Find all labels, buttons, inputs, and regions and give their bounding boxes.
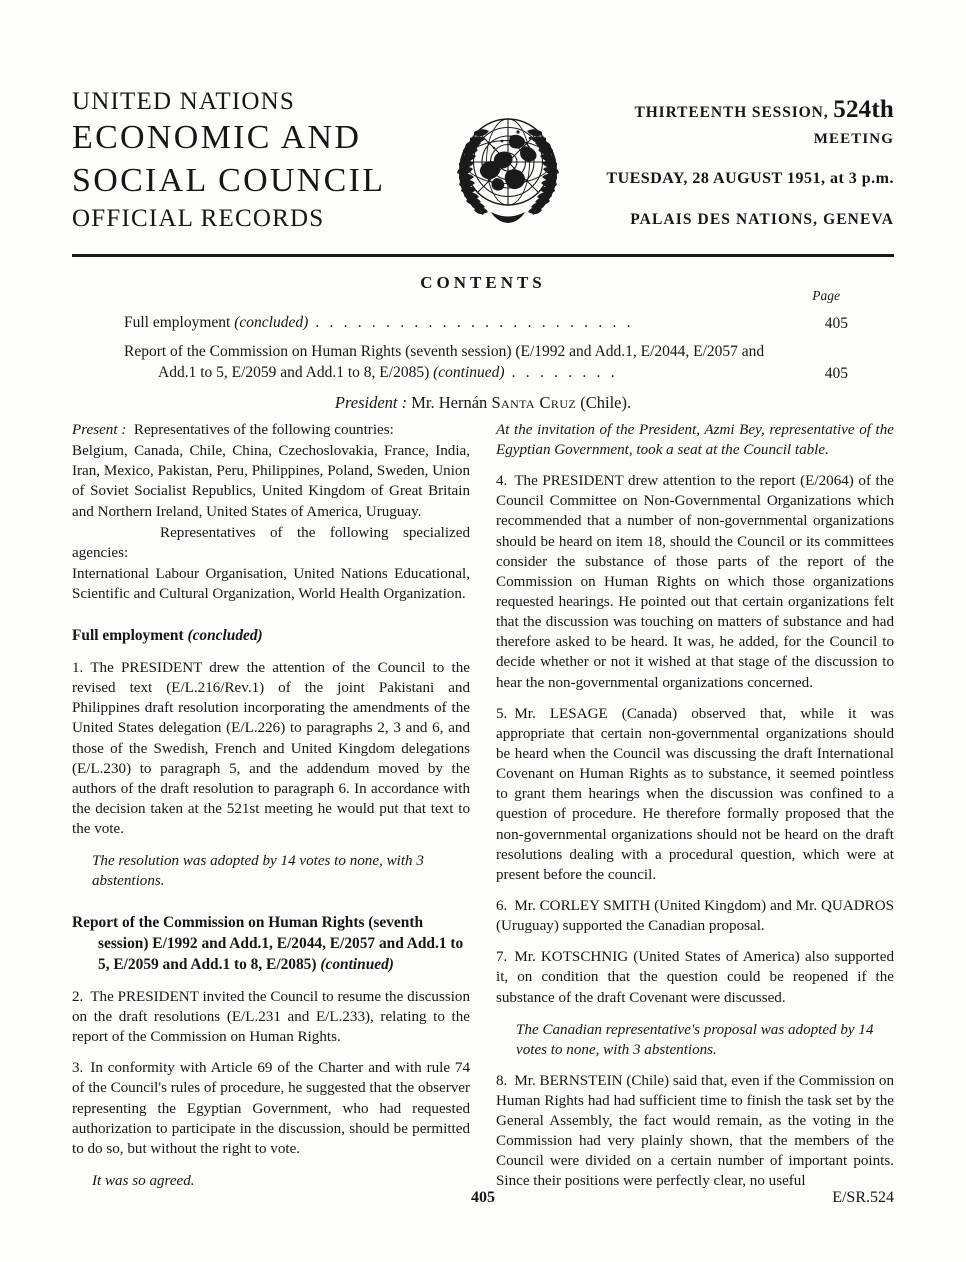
publication-title-line1: ECONOMIC AND — [72, 118, 362, 156]
paragraph-1-text: The PRESIDENT drew the attention of the Council to the revised text (E/L.216/Rev.1) of the joint Pakistani and Philippines draft resolution incorporating the amendments of the United States delegation (E/L.226) to paragraphs 2, 3 and 6, and those of the Swedish, French and United Kingdom delegations (E/L.230) to paragraph 5, and the addendum moved by the authors of the draft resolution to paragraph 6. In accordance with the decision taken at the 521st meeting he would put that text to the vote. — [72, 660, 470, 838]
agreement-note: It was so agreed. — [92, 1172, 195, 1189]
president-honorific: Mr. Hernán — [411, 393, 492, 412]
contents-entry-text — [124, 313, 800, 333]
paragraph-7-text: Mr. KOTSCHNIG (United States of America) also supported it, on condition that the question could be reopened if the substance of the draft Covenant were discussed. — [496, 949, 894, 1006]
contents-table — [124, 289, 848, 383]
masthead — [72, 88, 894, 248]
paragraph-1-number: 1. — [72, 660, 84, 677]
contents-entry — [124, 313, 848, 333]
section-heading-text: Report of the Commission on Human Rights (seventh session) E/1992 and Add.1, E/2044, E/2057 and Add.1 to 5, E/2059 and Add.1 to 8, E/2085) — [72, 914, 464, 974]
header-divider-rule — [72, 254, 894, 257]
section-heading-human-rights-report — [72, 913, 470, 975]
contents-entry-1-page: 405 — [824, 315, 848, 333]
contents-entry-2-title-line2: E/2057 and Add.1 to 5, E/2059 and Add.1 to 8, E/2085) — [158, 343, 765, 381]
invitation-note: At the invitation of the President, Azmi Bey, representative of the Egyptian Government, took a seat at the Council table. — [496, 422, 894, 459]
contents-entry-2-status: (continued) — [433, 363, 505, 381]
publication-subtitle: OFFICIAL RECORDS — [72, 205, 325, 233]
publication-title-line2: SOCIAL COUNCIL — [72, 161, 386, 199]
paragraph-7 — [496, 947, 894, 1007]
president-country: (Chile). — [576, 393, 632, 412]
contents-entry — [124, 342, 848, 383]
present-label: Present : — [72, 422, 127, 438]
section-heading-full-employment — [72, 626, 470, 647]
present-intro-paragraph — [72, 420, 470, 440]
paragraph-4 — [496, 471, 894, 693]
paragraph-2-text: The PRESIDENT invited the Council to resume the discussion on the draft resolutions (E/L.231 and E/L.233), relating to the report of the Commission on Human Rights. — [72, 988, 470, 1046]
organization-name: UNITED NATIONS — [72, 88, 296, 115]
canadian-proposal-note: The Canadian representative's proposal was adopted by 14 votes to none, with 3 abstentions. — [516, 1021, 874, 1058]
contents-entry-1-title: Full employment — [124, 313, 235, 331]
paragraph-4-number: 4. — [496, 473, 508, 490]
paragraph-3-text: In conformity with Article 69 of the Charter and with rule 74 of the Council's rules of procedure, he suggested that the observer representing the Egyptian Government, who had requested authorization to participate in the discussion, should be permitted to do so, but without the right to vote. — [72, 1060, 470, 1157]
right-column — [496, 420, 894, 1192]
agencies-intro-paragraph — [72, 523, 470, 563]
president-label: President : — [334, 393, 408, 412]
meeting-number: 524th — [833, 96, 894, 123]
present-intro-text: Representatives of the following countries: — [133, 422, 394, 438]
masthead-left — [72, 88, 432, 234]
paragraph-1 — [72, 658, 470, 839]
paragraph-5-text: Mr. LESAGE (Canada) observed that, while it was appropriate that certain non-governmental organizations should be heard when the Council was discussing the draft International Covenant on Human Rights as to substance, it seemed pointless to grant them hearings when the discussion was confined to a question of procedure. He therefore formally proposed that the non-governmental organizations should not be heard on the draft resolutions dealing with a procedural question, which were at present before the council. — [496, 705, 894, 883]
contents-page-column-header: Page — [812, 288, 840, 303]
contents-entry-2-title-line1: Report of the Commission on Human Rights (seventh session) (E/1992 and Add.1, E/2044, — [124, 343, 690, 361]
section-heading-status: (continued) — [320, 956, 394, 974]
contents-entry-1-leader: . . . . . . . . . . . . . . . . . . . . . . . — [308, 313, 634, 331]
resolution-note-1: The resolution was adopted by 14 votes to none, with 3 abstentions. — [92, 853, 424, 890]
paragraph-7-number: 7. — [496, 949, 508, 966]
present-countries-list: Belgium, Canada, Chile, China, Czechoslovakia, France, India, Iran, Mexico, Pakistan, Peru, Philippines, Poland, Sweden, Union of Soviet Socialist Republics, United Kingdom of Great Britain and Northern Ireland, United States of America, Uruguay. — [72, 443, 470, 520]
contents-entry-1-status: (concluded) — [234, 313, 309, 331]
paragraph-8 — [496, 1071, 894, 1192]
paragraph-5-number: 5. — [496, 705, 508, 722]
contents-entry-2-page: 405 — [824, 365, 848, 383]
page-number: 405 — [471, 1189, 495, 1206]
president-surname: Santa Cruz — [491, 393, 577, 412]
paragraph-8-text: Mr. BERNSTEIN (Chile) said that, even if the Commission on Human Rights had had sufficient time to finish the task set by the General Assembly, the fact would remain, as the voting in the Commission had very plainly shown, that the members of the Council were divided on a certain number of important points. Since their positions were perfectly clear, no useful — [496, 1072, 894, 1190]
session-line — [494, 96, 894, 124]
paragraph-8-number: 8. — [496, 1072, 508, 1089]
meeting-date: TUESDAY, 28 AUGUST 1951, at 3 p.m. — [606, 170, 894, 187]
paragraph-6 — [496, 896, 894, 936]
section-heading-text: Full employment — [72, 627, 184, 645]
meeting-label: MEETING — [813, 130, 894, 147]
paragraph-3-number: 3. — [72, 1060, 84, 1077]
contents-entry-2-leader: . . . . . . . . — [504, 363, 618, 381]
meeting-place: PALAIS DES NATIONS, GENEVA — [630, 210, 894, 228]
paragraph-3 — [72, 1058, 470, 1159]
paragraph-6-text: Mr. CORLEY SMITH (United Kingdom) and Mr. QUADROS (Uruguay) supported the Canadian proposal. — [496, 897, 894, 935]
contents-heading: CONTENTS — [420, 273, 546, 292]
section-heading-status: (concluded) — [187, 627, 263, 645]
contents-entry-text — [124, 342, 800, 383]
paragraph-4-text: The PRESIDENT drew attention to the report (E/2064) of the Council Committee on Non-Governmental Organizations which recommended that a number of non-governmental organizations should be heard on item 18, should the Council or its committees consider the substance of those parts of the report of the Commission on Human Rights on which those organizations requested hearings. He pointed out that certain organizations felt that the discussion was touching on matters of substance and had therefore asked to be heard. It was, he added, for the Council to decide whether or not it wished at that stage of the discussion to hear the non-governmental organizations concerned. — [496, 473, 894, 691]
agencies-list: International Labour Organisation, United Nations Educational, Scientific and Cultural Organization, World Health Organization. — [72, 565, 470, 603]
masthead-right — [494, 96, 894, 228]
paragraph-5 — [496, 704, 894, 885]
president-line — [0, 393, 966, 413]
paragraph-2-number: 2. — [72, 988, 84, 1005]
paragraph-6-number: 6. — [496, 897, 508, 914]
paragraph-2 — [72, 987, 470, 1047]
document-symbol: E/SR.524 — [832, 1189, 894, 1206]
left-column — [72, 420, 470, 1191]
session-label: THIRTEENTH SESSION, — [634, 104, 829, 121]
agencies-intro-text: Representatives of the following specialized agencies: — [72, 524, 470, 561]
